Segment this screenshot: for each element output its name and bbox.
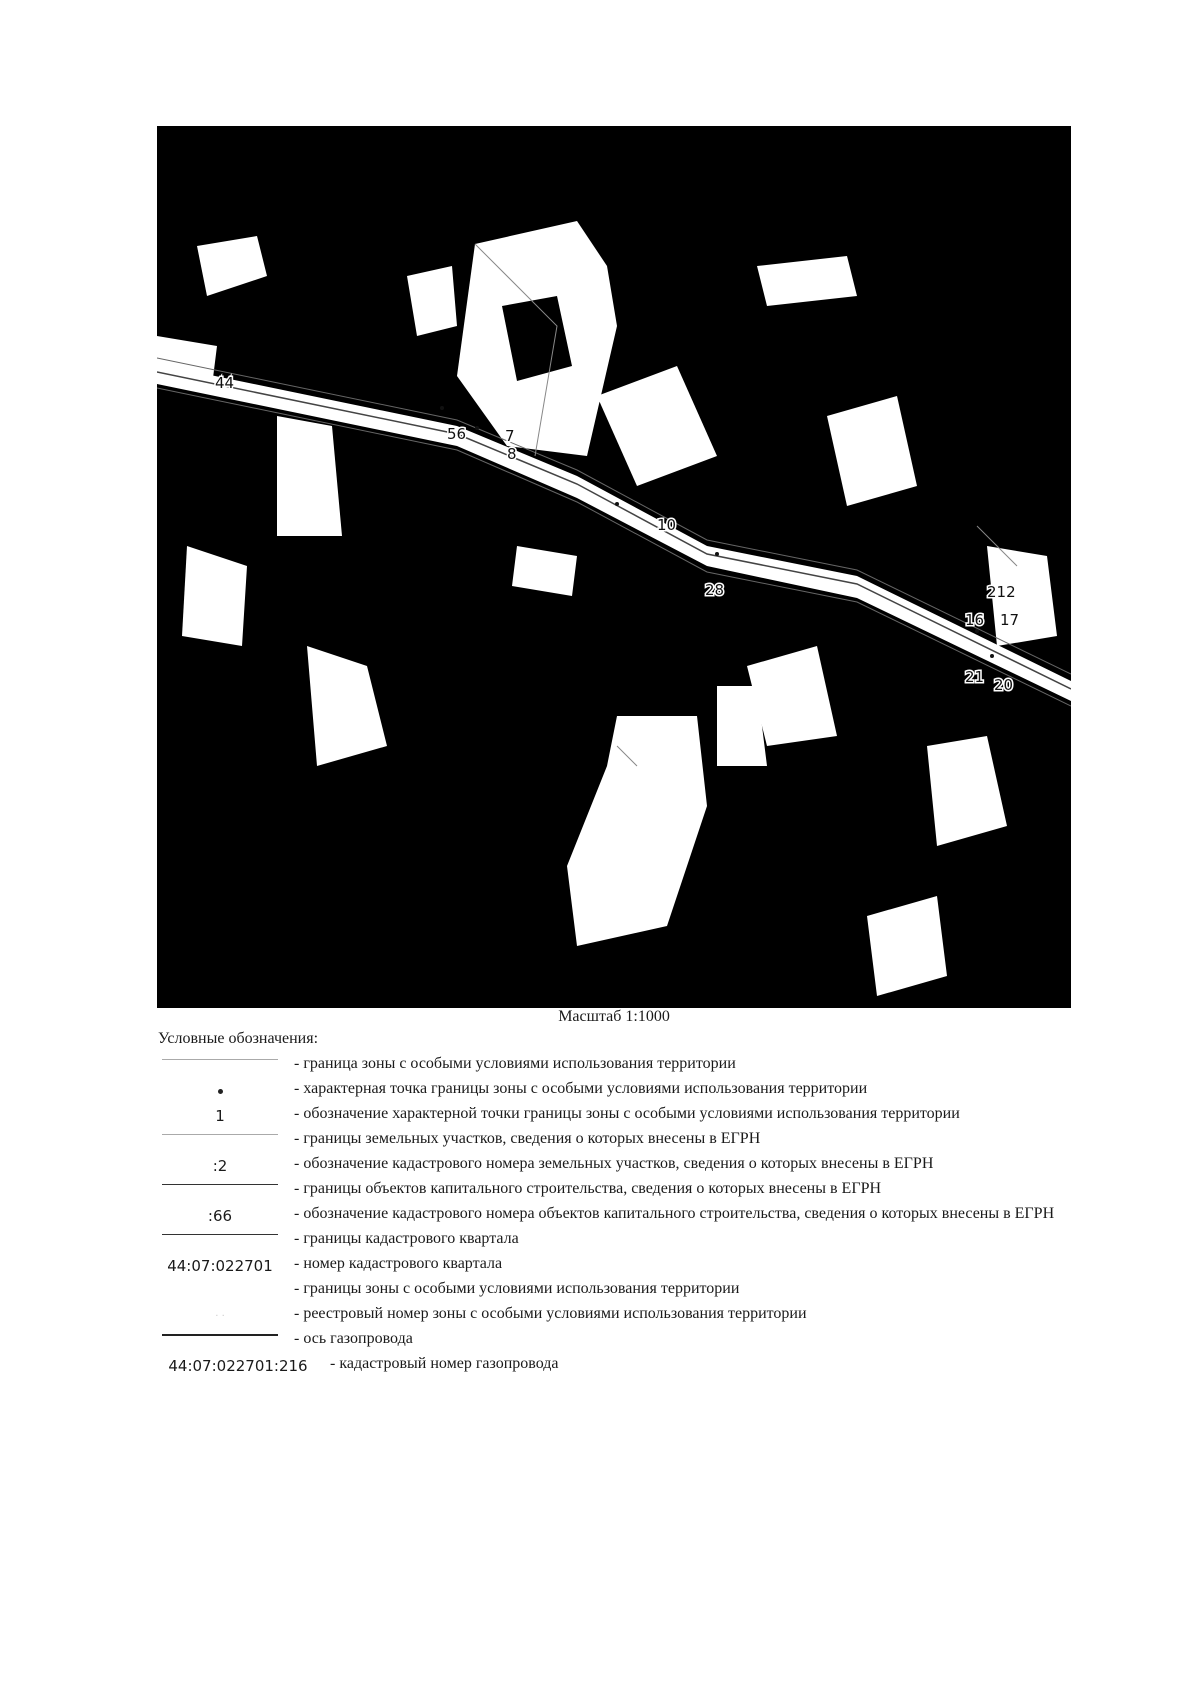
legend-item-gas-cadastral-number bbox=[158, 1354, 1078, 1379]
legend-item-zone-boundaries bbox=[158, 1279, 1078, 1304]
legend-title: Условные обозначения: bbox=[158, 1030, 319, 1047]
scale-caption: Масштаб 1:1000 bbox=[558, 1008, 670, 1025]
legend-item-zone-registry-number bbox=[158, 1304, 1078, 1329]
legend-text: - обозначение характерной точки границы зоны с особыми условиями использования территории bbox=[294, 1105, 960, 1122]
legend-item-gas-axis bbox=[158, 1329, 1078, 1354]
aerial-map-svg bbox=[157, 126, 1071, 1008]
legend-text: - границы кадастрового квартала bbox=[294, 1230, 519, 1247]
legend-text: - характерная точка границы зоны с особыми условиями использования территории bbox=[294, 1080, 868, 1097]
point-marker bbox=[615, 502, 619, 506]
legend-item-parcel-number bbox=[158, 1154, 1078, 1179]
legend-text: - ось газопровода bbox=[294, 1330, 413, 1347]
building-number-symbol: :66 bbox=[207, 1206, 233, 1225]
label-20: 20 bbox=[994, 676, 1014, 694]
label-17: 17 bbox=[1000, 611, 1020, 629]
legend-text: - номер кадастрового квартала bbox=[294, 1255, 503, 1272]
legend-item-building-boundary bbox=[158, 1179, 1078, 1204]
legend-text: - кадастровый номер газопровода bbox=[330, 1355, 559, 1372]
label-28: 28 bbox=[705, 581, 725, 599]
point-marker bbox=[475, 426, 479, 430]
gas-number-symbol: 44:07:022701:216 bbox=[168, 1356, 308, 1375]
legend-text: - граница зоны с особыми условиями использования территории bbox=[294, 1055, 736, 1072]
legend-text: - границы земельных участков, сведения о которых внесены в ЕГРН bbox=[294, 1130, 761, 1147]
point-marker bbox=[990, 654, 994, 658]
zone-boundary-symbol bbox=[158, 1054, 282, 1078]
label-16: 16 bbox=[965, 611, 985, 629]
label-212: 212 bbox=[987, 583, 1016, 601]
legend-item-land-parcel-boundary bbox=[158, 1129, 1078, 1154]
legend-text: - границы объектов капитального строительства, сведения о которых внесены в ЕГРН bbox=[294, 1180, 882, 1197]
legend-text: - обозначение кадастрового номера объектов капитального строительства, сведения о которых внесены в ЕГРН bbox=[294, 1205, 1055, 1222]
aerial-map bbox=[157, 126, 1071, 1008]
label-21: 21 bbox=[965, 668, 985, 686]
point-marker bbox=[975, 629, 979, 633]
building-roof bbox=[277, 416, 342, 536]
parcel-boundary-symbol bbox=[158, 1129, 282, 1153]
label-8: 8 bbox=[507, 445, 517, 463]
legend bbox=[158, 1054, 1078, 1379]
zone-boundaries-symbol bbox=[158, 1279, 282, 1303]
legend-item-quarter-number bbox=[158, 1254, 1078, 1279]
dot-icon bbox=[218, 1089, 223, 1094]
point-marker bbox=[715, 552, 719, 556]
point-symbol bbox=[158, 1079, 282, 1103]
quarter-number-symbol: 44:07:022701 bbox=[167, 1256, 273, 1275]
label-44: 44 bbox=[215, 374, 235, 392]
building-boundary-symbol bbox=[158, 1179, 282, 1203]
label-10: 10 bbox=[657, 516, 677, 534]
legend-text: - границы зоны с особыми условиями использования территории bbox=[294, 1280, 740, 1297]
label-56: 56 bbox=[447, 425, 467, 443]
legend-item-building-number bbox=[158, 1204, 1078, 1229]
point-label-symbol: 1 bbox=[215, 1106, 225, 1125]
point-marker bbox=[440, 406, 444, 410]
legend-item-characteristic-point bbox=[158, 1079, 1078, 1104]
label-7: 7 bbox=[505, 427, 515, 445]
legend-text: - обозначение кадастрового номера земельных участков, сведения о которых внесены в ЕГРН bbox=[294, 1155, 934, 1172]
legend-item-zone-boundary bbox=[158, 1054, 1078, 1079]
legend-text: - реестровый номер зоны с особыми условиями использования территории bbox=[294, 1305, 807, 1322]
parcel-number-symbol: :2 bbox=[212, 1156, 228, 1175]
gas-axis-symbol bbox=[158, 1329, 282, 1353]
legend-item-point-label bbox=[158, 1104, 1078, 1129]
legend-item-quarter-boundary bbox=[158, 1229, 1078, 1254]
zone-registry-symbol: · · bbox=[215, 1310, 225, 1322]
quarter-boundary-symbol bbox=[158, 1229, 282, 1253]
